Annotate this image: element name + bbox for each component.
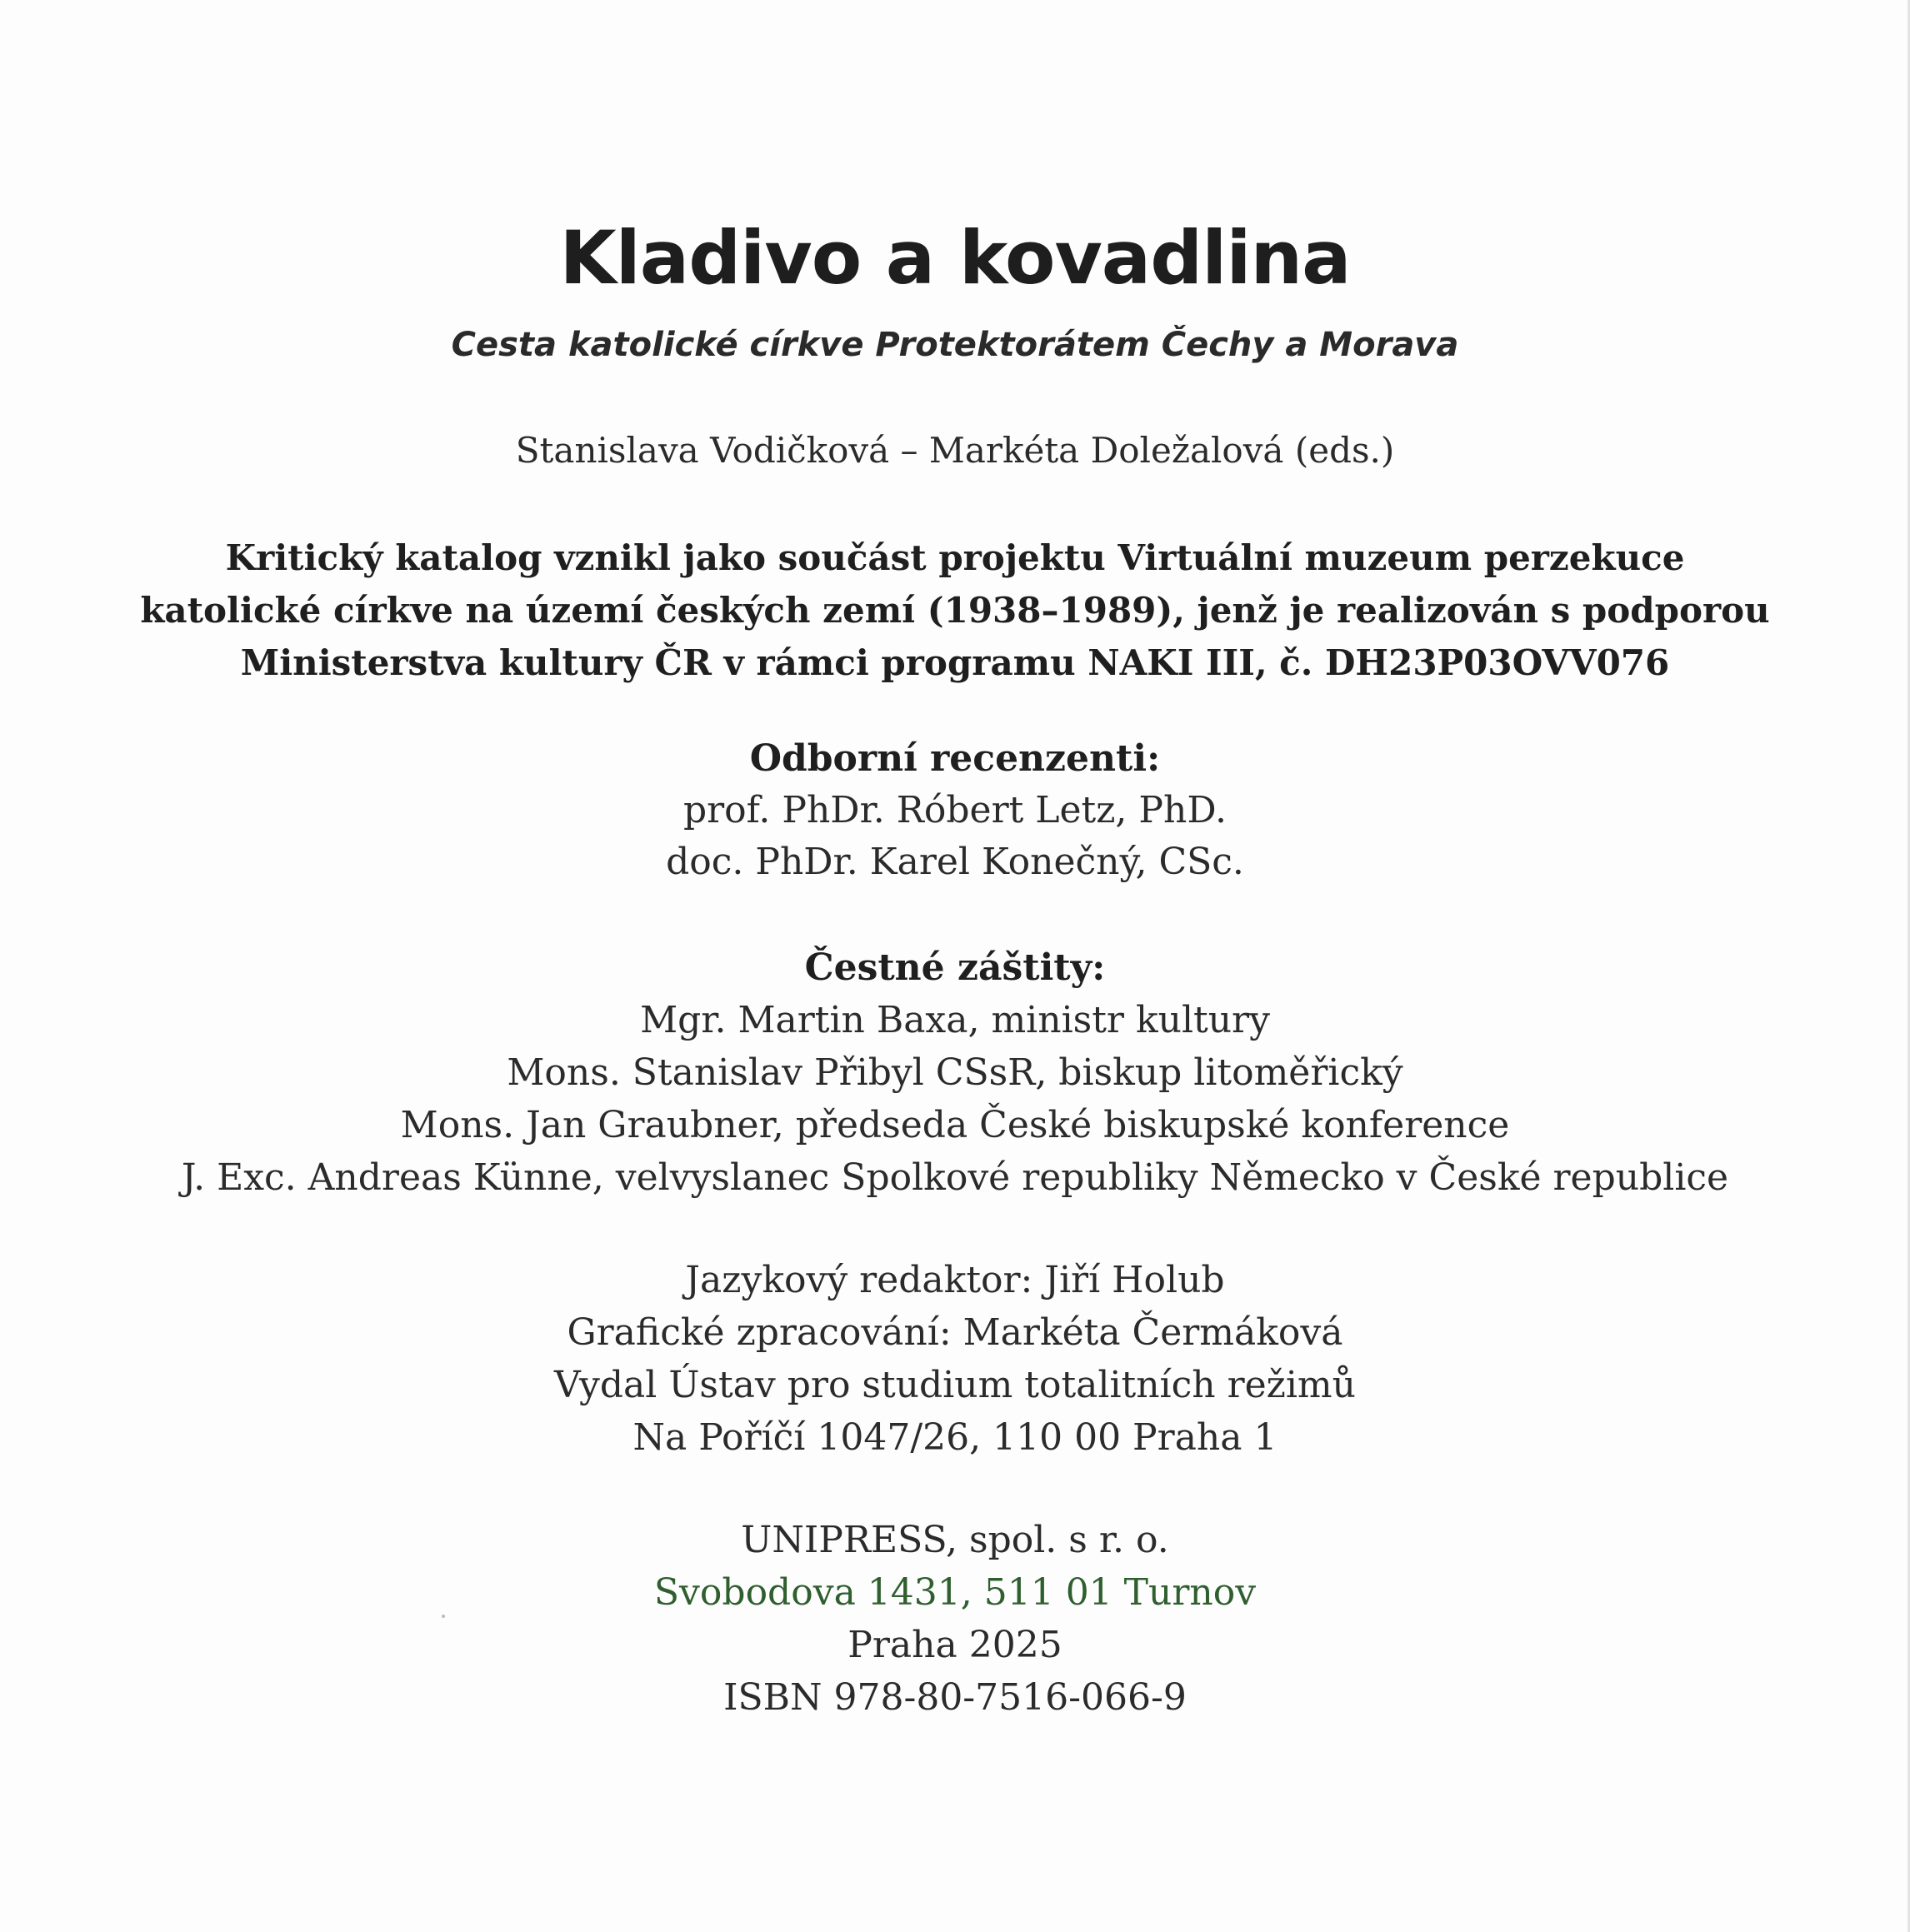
- credit-line: Na Poříčí 1047/26, 110 00 Praha 1: [632, 1416, 1278, 1459]
- book-title: Kladivo a kovadlina: [559, 215, 1351, 301]
- project-note: [0, 532, 1910, 689]
- project-note-line: Ministerstva kultury ČR v rámci programu NAKI III, č. DH23P03OVV076: [240, 642, 1670, 683]
- patron-name: J. Exc. Andreas Künne, velvyslanec Spolkové republiky Německo v České republice: [181, 1156, 1729, 1199]
- patrons-heading: Čestné záštity:: [804, 946, 1106, 989]
- credit-line: Jazykový redaktor: Jiří Holub: [685, 1259, 1225, 1301]
- editors: Stanislava Vodičková – Markéta Doležalová (eds.): [515, 430, 1395, 471]
- patron-name: Mons. Jan Graubner, předseda České biskupské konference: [400, 1104, 1510, 1146]
- isbn: ISBN 978-80-7516-066-9: [723, 1676, 1187, 1719]
- reviewer-name: prof. PhDr. Róbert Letz, PhD.: [682, 789, 1228, 831]
- patron-name: Mgr. Martin Baxa, ministr kultury: [640, 999, 1270, 1041]
- reviewer-name: doc. PhDr. Karel Konečný, CSc.: [666, 841, 1244, 883]
- book-subtitle: Cesta katolické církve Protektorátem Čechy a Morava: [451, 326, 1459, 364]
- credit-line: Grafické zpracování: Markéta Čermáková: [567, 1311, 1343, 1354]
- reviewers-heading: Odborní recenzenti:: [749, 737, 1161, 780]
- credit-line: Vydal Ústav pro studium totalitních režimů: [554, 1364, 1356, 1406]
- printer-address: Svobodova 1431, 511 01 Turnov: [653, 1571, 1257, 1614]
- printer-name: UNIPRESS, spol. s r. o.: [741, 1519, 1169, 1561]
- patrons-section: [0, 941, 1910, 1204]
- project-note-line: Kritický katalog vznikl jako součást projektu Virtuální muzeum perzekuce: [225, 537, 1685, 578]
- place-year: Praha 2025: [848, 1624, 1062, 1666]
- printer-section: [0, 1514, 1910, 1724]
- credits-section: [0, 1254, 1910, 1464]
- patron-name: Mons. Stanislav Přibyl CSsR, biskup litoměřický: [507, 1051, 1403, 1094]
- scan-speck: [442, 1615, 445, 1618]
- project-note-line: katolické církve na území českých zemí (1938–1989), jenž je realizován s podporou: [140, 590, 1770, 631]
- reviewers-section: [0, 733, 1910, 888]
